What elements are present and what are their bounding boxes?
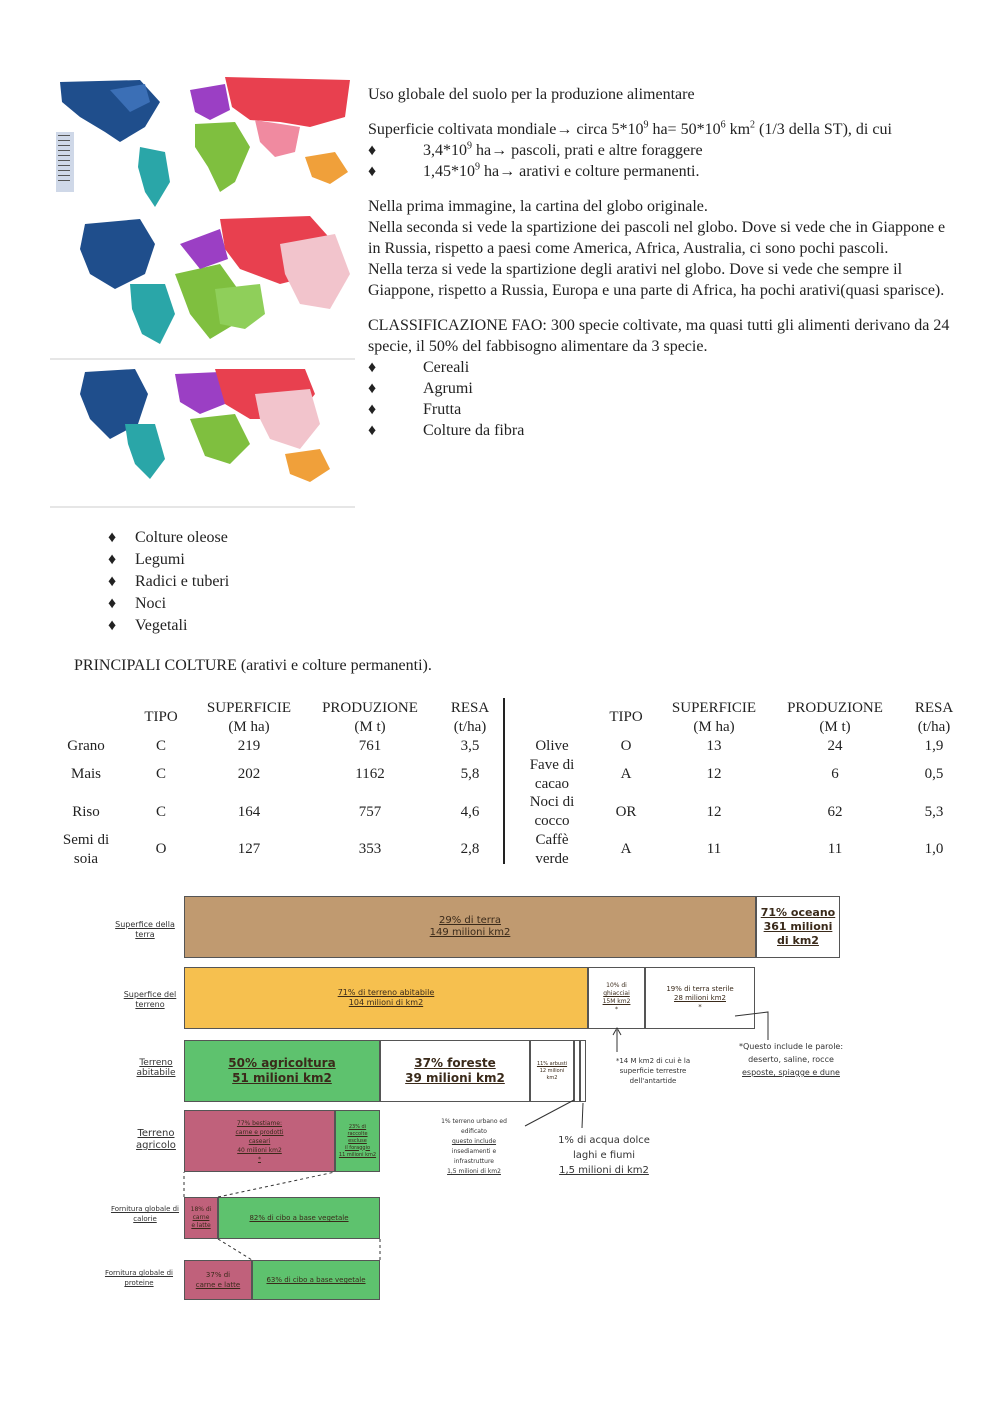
header-produzione: PRODUZIONE (M t) bbox=[322, 700, 418, 735]
habitable-box: 71% di terreno abitabile 104 milioni di km2 bbox=[184, 967, 588, 1029]
list-item: ♦ Frutta bbox=[368, 401, 462, 418]
row-label: Fornitura globale di calorie bbox=[110, 1205, 180, 1223]
diamond-bullet-icon: ♦ bbox=[368, 422, 377, 439]
paragraph: Nella terza si vede la spartizione degli arativi nel globo. Dove si vede che sempre il Giappone, rispetto a Russia, Europa e una parte di Africa, ha pochi arativi(quasi sparisce). bbox=[368, 261, 945, 299]
ocean-box: 71% oceano 361 milioni di km2 bbox=[756, 896, 840, 958]
paragraph: Nella prima immagine, la cartina del globo originale. bbox=[368, 198, 708, 215]
diamond-bullet-icon: ♦ bbox=[368, 163, 377, 180]
list-item: ♦ Colture oleose bbox=[108, 527, 229, 549]
list-item: ♦ Vegetali bbox=[108, 615, 229, 637]
urban-note: 1% terreno urbano ed edificato questo include insediamenti e infrastrutture 1,5 milioni di km2 bbox=[441, 1118, 507, 1175]
header-produzione: PRODUZIONE (M t) bbox=[787, 700, 883, 735]
ice-note: *14 M km2 di cui è la superficie terrestre dell'antartide bbox=[615, 1057, 691, 1085]
arrow-icon: → bbox=[491, 142, 508, 159]
list-item: ♦ Agrumi bbox=[368, 380, 473, 397]
arrow-icon: → bbox=[499, 163, 516, 180]
list-item: ♦ $3,4*10^9$ ha→ pascoli, prati e altre foraggere bbox=[368, 140, 703, 159]
paragraph: Nella seconda si vede la spartizione dei pascoli nel globo. Dove si vede che in Giappone e in Russia, rispetto a paesi come America, Africa, Australia, ci sono pochi pascoli. bbox=[368, 219, 946, 257]
calories-meat-box: 18% di carne e latte bbox=[184, 1197, 218, 1239]
header-superficie: SUPERFICIE (M ha) bbox=[671, 700, 757, 735]
list-item: ♦ $1,45*10^9$ ha→ arativi e colture permanenti. bbox=[368, 161, 700, 180]
table-title: PRINCIPALI COLTURE (arativi e colture permanenti). bbox=[74, 657, 432, 674]
protein-meat-box: 37% di carne e latte bbox=[184, 1260, 252, 1300]
diamond-bullet-icon: ♦ bbox=[108, 551, 117, 568]
desert-note: *Questo include le parole: deserto, saline, rocce esposte, spiagge e dune bbox=[738, 1042, 844, 1077]
fao-paragraph: CLASSIFICAZIONE FAO: 300 specie coltivate, ma quasi tutti gli alimenti derivano da 24 specie, il 50% del fabbisogno alimentare da 3 specie. bbox=[368, 317, 950, 355]
diamond-bullet-icon: ♦ bbox=[108, 573, 117, 590]
freshwater-note: 1% di acqua dolce laghi e fiumi 1,5 milioni di km2 bbox=[558, 1135, 650, 1176]
freshwater-sliver bbox=[580, 1040, 586, 1102]
surface-line: Superficie coltivata mondiale→ circa $5*10^9$ $ha= 50*10^6$ $km^2$ (1/3 della ST), di cui bbox=[368, 119, 892, 138]
doc-title: Uso globale del suolo per la produzione alimentare bbox=[368, 86, 695, 103]
livestock-box: 77% bestiame: carne e prodotti caseari 40 milioni km2 * bbox=[184, 1110, 335, 1172]
header-tipo: TIPO bbox=[144, 709, 178, 725]
world-map-original bbox=[50, 72, 355, 212]
header-resa: RESA (t/ha) bbox=[450, 700, 490, 735]
list-item: ♦ Colture da fibra bbox=[368, 422, 525, 439]
world-map-arable bbox=[50, 364, 355, 510]
forests-box: 37% foreste 39 milioni km2 bbox=[380, 1040, 530, 1102]
protein-plant-box: 63% di cibo a base vegetale bbox=[252, 1260, 380, 1300]
agriculture-box: 50% agricoltura 51 milioni km2 bbox=[184, 1040, 380, 1102]
row-label: Terreno agricolo bbox=[136, 1128, 176, 1151]
header-resa: RESA (t/ha) bbox=[914, 700, 954, 735]
row-label: Superfice del terreno bbox=[123, 990, 177, 1009]
diamond-bullet-icon: ♦ bbox=[368, 401, 377, 418]
list-item: ♦ Noci bbox=[108, 593, 229, 615]
crops-box: 23% di raccolte escluse il foraggio 11 milioni km2 bbox=[335, 1110, 380, 1172]
header-superficie: SUPERFICIE (M ha) bbox=[206, 700, 292, 735]
arrow-icon: → bbox=[556, 121, 573, 138]
row-label: Terreno abitabile bbox=[136, 1058, 176, 1078]
table-divider bbox=[503, 698, 505, 864]
glaciers-box: 10% di ghiacciai 15M km2 * bbox=[588, 967, 645, 1029]
diamond-bullet-icon: ♦ bbox=[368, 142, 377, 159]
fao-list-continued bbox=[108, 527, 229, 637]
intro-text bbox=[368, 84, 958, 441]
header-tipo: TIPO bbox=[609, 709, 643, 725]
calories-plant-box: 82% di cibo a base vegetale bbox=[218, 1197, 380, 1239]
row-label: Fornitura globale di proteine bbox=[104, 1269, 174, 1287]
list-item: ♦ Legumi bbox=[108, 549, 229, 571]
barren-box: 19% di terra sterile 28 milioni km2 * bbox=[645, 967, 755, 1029]
diamond-bullet-icon: ♦ bbox=[108, 529, 117, 546]
world-maps bbox=[50, 72, 355, 512]
world-map-pastures bbox=[50, 214, 355, 362]
diamond-bullet-icon: ♦ bbox=[368, 380, 377, 397]
shrubs-box: 11% arbusti 12 milioni km2 bbox=[530, 1040, 574, 1102]
row-label: Superfice della terra bbox=[115, 920, 175, 939]
diamond-bullet-icon: ♦ bbox=[108, 595, 117, 612]
diamond-bullet-icon: ♦ bbox=[108, 617, 117, 634]
list-item: ♦ Radici e tuberi bbox=[108, 571, 229, 593]
land-box: 29% di terra 149 milioni km2 bbox=[184, 896, 756, 958]
list-item: ♦ Cereali bbox=[368, 359, 470, 376]
diamond-bullet-icon: ♦ bbox=[368, 359, 377, 376]
